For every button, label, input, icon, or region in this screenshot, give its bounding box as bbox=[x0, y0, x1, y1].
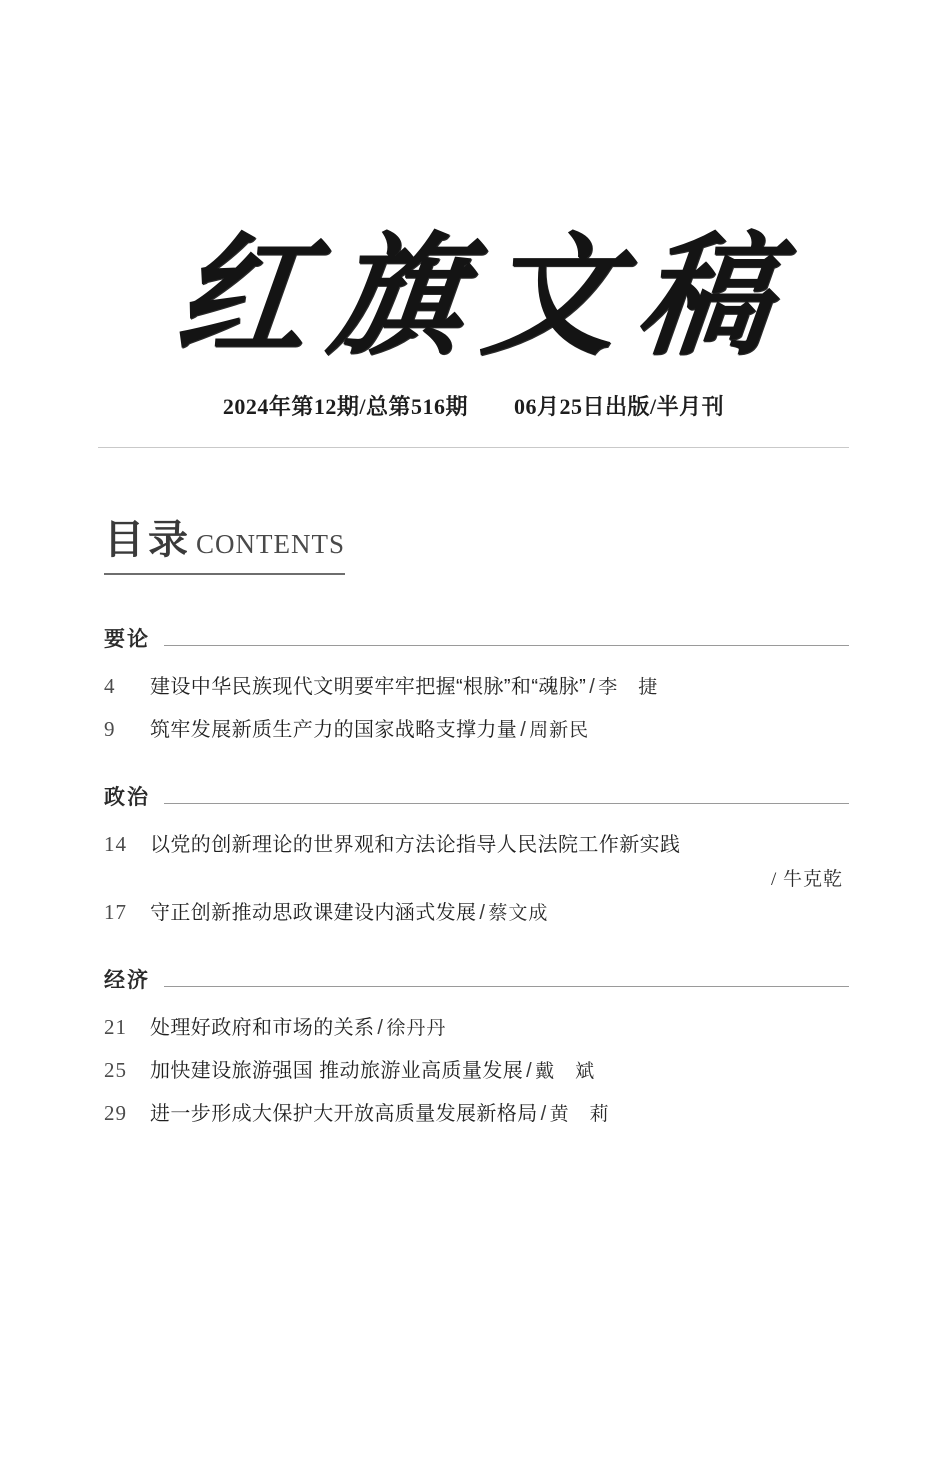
toc-entry-separator: / bbox=[526, 1060, 533, 1082]
publish-date: 06月25日出版/半月刊 bbox=[514, 394, 725, 419]
toc-entry-author: 徐丹丹 bbox=[386, 1018, 447, 1039]
toc-section-rule bbox=[164, 986, 849, 987]
toc-section-header bbox=[98, 781, 849, 811]
toc-entry-title: 加快建设旅游强国 推动旅游业高质量发展 bbox=[150, 1060, 524, 1082]
toc-entry-title: 筑牢发展新质生产力的国家战略支撑力量 bbox=[150, 719, 518, 741]
toc-entry-author: 周新民 bbox=[529, 720, 590, 741]
contents-heading bbox=[104, 508, 345, 575]
toc-entry-separator: / bbox=[479, 902, 486, 924]
toc-section-title: 政治 bbox=[104, 786, 150, 809]
toc-section-title: 要论 bbox=[104, 628, 150, 651]
toc-entry-page: 21 bbox=[104, 1015, 127, 1039]
issue-number: 2024年第12期/总第516期 bbox=[222, 394, 468, 419]
toc-entry-page: 17 bbox=[104, 900, 127, 924]
toc-entry[interactable] bbox=[98, 1006, 849, 1049]
toc-entry-text bbox=[150, 715, 849, 746]
toc-entry[interactable] bbox=[98, 1049, 849, 1092]
issue-line bbox=[0, 390, 947, 421]
toc-entry-title: 进一步形成大保护大开放高质量发展新格局 bbox=[150, 1103, 538, 1125]
toc-entry-separator: / bbox=[540, 1103, 547, 1125]
contents-heading-cn: 目录 bbox=[104, 517, 192, 562]
toc-entry[interactable] bbox=[98, 665, 849, 708]
toc-entry-text bbox=[150, 1099, 849, 1130]
table-of-contents bbox=[98, 623, 849, 1135]
toc-entry[interactable] bbox=[98, 891, 849, 934]
toc-entries bbox=[98, 1006, 849, 1135]
toc-section bbox=[98, 781, 849, 934]
toc-entry-author: 黄 莉 bbox=[549, 1104, 610, 1125]
toc-entry-page: 14 bbox=[104, 832, 127, 856]
journal-contents-page bbox=[0, 224, 947, 1476]
toc-entry-page: 29 bbox=[104, 1101, 127, 1125]
toc-entry-author: 戴 斌 bbox=[535, 1061, 596, 1082]
toc-entry-page: 9 bbox=[104, 717, 116, 741]
toc-entry[interactable] bbox=[98, 708, 849, 751]
toc-entry-author: 李 捷 bbox=[598, 677, 659, 698]
contents-heading-wrap bbox=[98, 508, 849, 575]
toc-entry-separator: / bbox=[589, 676, 596, 698]
toc-entry-text bbox=[150, 1056, 849, 1087]
toc-entry-author: 牛克乾 bbox=[782, 869, 843, 890]
toc-entry-author-line bbox=[98, 864, 849, 891]
toc-entry-text bbox=[150, 1013, 849, 1044]
masthead-divider bbox=[98, 447, 849, 448]
toc-entry-title: 建设中华民族现代文明要牢牢把握“根脉”和“魂脉” bbox=[150, 676, 587, 698]
toc-section bbox=[98, 623, 849, 751]
toc-section-header bbox=[98, 623, 849, 653]
toc-entry-text bbox=[150, 898, 849, 929]
toc-entry-title: 处理好政府和市场的关系 bbox=[150, 1017, 375, 1039]
toc-entry-separator: / bbox=[377, 1017, 384, 1039]
toc-entry-page: 4 bbox=[104, 674, 116, 698]
toc-entry-text bbox=[150, 672, 849, 703]
masthead bbox=[0, 224, 947, 448]
toc-entry-title: 守正创新推动思政课建设内涵式发展 bbox=[150, 902, 477, 924]
toc-section bbox=[98, 964, 849, 1135]
toc-section-header bbox=[98, 964, 849, 994]
toc-section-rule bbox=[164, 803, 849, 804]
toc-entry[interactable] bbox=[98, 823, 849, 866]
toc-entry-text: 以党的创新理论的世界观和方法论指导人民法院工作新实践 bbox=[150, 834, 681, 856]
toc-entry[interactable] bbox=[98, 1092, 849, 1135]
toc-entry-separator: / bbox=[520, 719, 527, 741]
contents-heading-en: CONTENTS bbox=[196, 529, 345, 559]
toc-entries bbox=[98, 823, 849, 934]
toc-entry-author: 蔡文成 bbox=[488, 903, 549, 924]
journal-title: 红旗文稿 bbox=[168, 224, 801, 371]
toc-section-title: 经济 bbox=[104, 969, 150, 992]
toc-section-rule bbox=[164, 645, 849, 646]
toc-entry-separator: / bbox=[770, 869, 778, 890]
toc-entry-page: 25 bbox=[104, 1058, 127, 1082]
toc-entries bbox=[98, 665, 849, 751]
